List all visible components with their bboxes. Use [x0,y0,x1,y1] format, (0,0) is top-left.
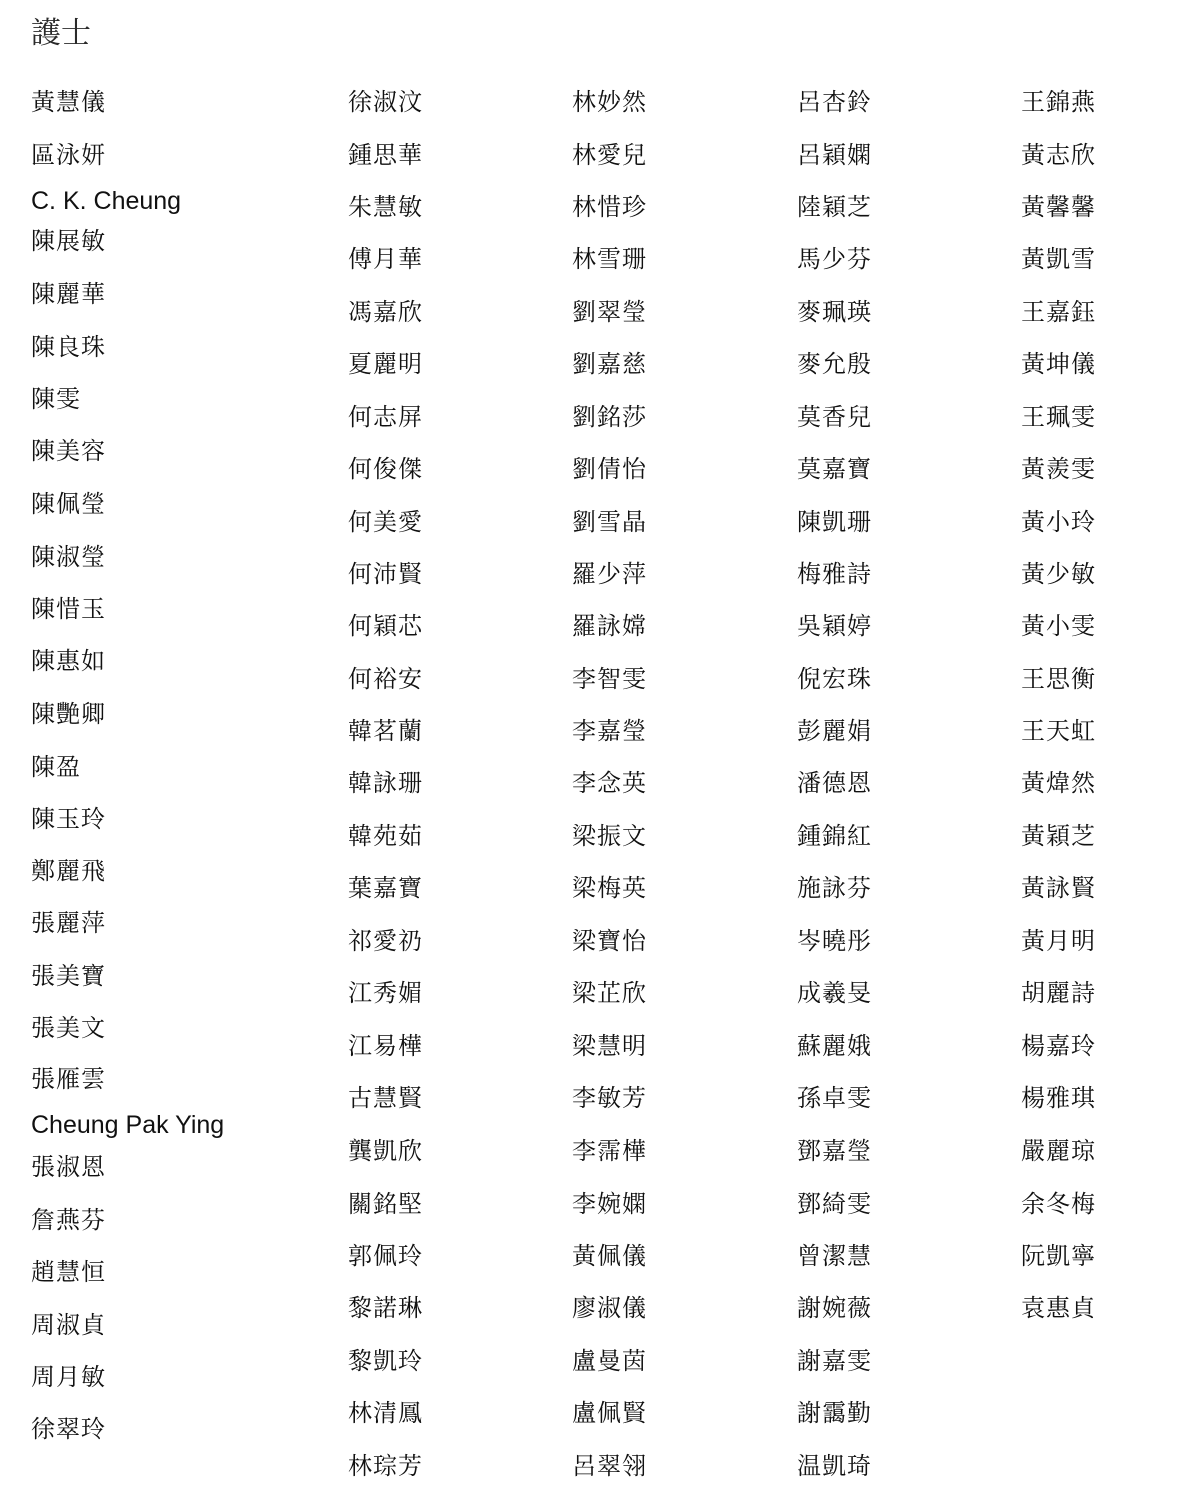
name-entry: 陳惜玉 [31,595,106,623]
name-entry: 韓苑茹 [348,822,423,850]
name-entry: 郭佩玲 [348,1242,423,1270]
name-entry: 林愛兒 [572,141,647,169]
name-entry: 張雁雲 [31,1065,106,1093]
name-entry: 楊嘉玲 [1021,1032,1096,1060]
name-entry: 劉銘莎 [572,403,647,431]
name-entry: 鍾錦紅 [797,822,872,850]
name-entry: 成羲旻 [797,979,872,1007]
name-entry: 黃煒然 [1021,769,1096,797]
name-entry: 孫卓雯 [797,1084,872,1112]
name-entry: 黃月明 [1021,927,1096,955]
name-entry: 黃小雯 [1021,612,1096,640]
name-entry: 韓詠珊 [348,769,423,797]
name-entry: 劉倩怡 [572,455,647,483]
name-entry: 鄧綺雯 [797,1190,872,1218]
name-entry: 廖淑儀 [572,1294,647,1322]
name-entry: 趙慧恒 [31,1258,106,1286]
name-entry: 陳盈 [31,753,81,781]
name-entry: 呂穎嫻 [797,141,872,169]
name-entry: 李婉嫻 [572,1190,647,1218]
name-entry: 陸穎芝 [797,193,872,221]
name-entry: 朱慧敏 [348,193,423,221]
name-entry: 蘇麗娥 [797,1032,872,1060]
name-entry: C. K. Cheung [31,187,182,215]
name-entry: 關銘堅 [348,1190,423,1218]
name-entry: 黃少敏 [1021,560,1096,588]
name-entry: 梁振文 [572,822,647,850]
name-entry: 夏麗明 [348,350,423,378]
name-entry: 胡麗詩 [1021,979,1096,1007]
name-entry: 李霈樺 [572,1137,647,1165]
name-entry: 劉翠瑩 [572,298,647,326]
name-entry: 莫香兒 [797,403,872,431]
name-entry: 何俊傑 [348,455,423,483]
name-entry: 羅詠嫦 [572,612,647,640]
name-entry: 張淑恩 [31,1153,106,1181]
name-entry: 區泳妍 [31,141,106,169]
name-entry: 温凱琦 [797,1452,872,1480]
name-entry: 謝嘉雯 [797,1347,872,1375]
name-entry: 馮嘉欣 [348,298,423,326]
name-entry: 劉嘉慈 [572,350,647,378]
name-entry: 嚴麗琼 [1021,1137,1096,1165]
name-entry: 梁芷欣 [572,979,647,1007]
name-entry: 黃詠賢 [1021,874,1096,902]
name-entry: 何沛賢 [348,560,423,588]
name-entry: 呂杏鈴 [797,88,872,116]
name-entry: 梅雅詩 [797,560,872,588]
name-entry: 龔凱欣 [348,1137,423,1165]
name-entry: 陳良珠 [31,333,106,361]
name-entry: 林惜珍 [572,193,647,221]
name-entry: 陳美容 [31,437,106,465]
name-entry: 張美寶 [31,962,106,990]
name-entry: 鄧嘉瑩 [797,1137,872,1165]
name-entry: 岑曉彤 [797,927,872,955]
name-entry: 黃坤儀 [1021,350,1096,378]
name-entry: 陳凱珊 [797,508,872,536]
name-entry: 梁寶怡 [572,927,647,955]
name-entry: 林妙然 [572,88,647,116]
name-entry: 徐翠玲 [31,1415,106,1443]
name-entry: 鄭麗飛 [31,857,106,885]
name-entry: 黃馨馨 [1021,193,1096,221]
name-entry: 張美文 [31,1014,106,1042]
name-entry: 陳玉玲 [31,805,106,833]
name-entry: 何穎芯 [348,612,423,640]
name-entry: 李敏芳 [572,1084,647,1112]
name-entry: 黃小玲 [1021,508,1096,536]
name-entry: 王珮雯 [1021,403,1096,431]
name-entry: 黃慧儀 [31,88,106,116]
name-entry: 梁梅英 [572,874,647,902]
name-entry: 施詠芬 [797,874,872,902]
name-entry: 盧曼茵 [572,1347,647,1375]
name-entry: 陳艷卿 [31,700,106,728]
name-entry: 陳麗華 [31,280,106,308]
name-entry: 楊雅琪 [1021,1084,1096,1112]
name-entry: 謝婉薇 [797,1294,872,1322]
name-entry: 何裕安 [348,665,423,693]
name-entry: 馬少芬 [797,245,872,273]
name-entry: 吳穎婷 [797,612,872,640]
name-entry: 李念英 [572,769,647,797]
name-entry: 陳佩瑩 [31,490,106,518]
name-entry: 呂翠翎 [572,1452,647,1480]
name-entry: 麥允殷 [797,350,872,378]
name-entry: 彭麗娟 [797,717,872,745]
name-entry: 麥珮瑛 [797,298,872,326]
name-entry: 張麗萍 [31,909,106,937]
name-entry: 陳淑瑩 [31,543,106,571]
name-entry: 梁慧明 [572,1032,647,1060]
name-entry: 黃志欣 [1021,141,1096,169]
name-entry: Cheung Pak Ying [31,1111,225,1139]
page-title: 護士 [31,16,91,51]
name-entry: 黃佩儀 [572,1242,647,1270]
name-entry: 何志屏 [348,403,423,431]
name-entry: 林雪珊 [572,245,647,273]
name-entry: 潘德恩 [797,769,872,797]
name-entry: 詹燕芬 [31,1206,106,1234]
name-entry: 阮凱寧 [1021,1242,1096,1270]
name-entry: 莫嘉寶 [797,455,872,483]
name-entry: 謝靄勤 [797,1399,872,1427]
name-entry: 黎凱玲 [348,1347,423,1375]
name-entry: 周淑貞 [31,1311,106,1339]
name-entry: 江易樺 [348,1032,423,1060]
name-entry: 盧佩賢 [572,1399,647,1427]
name-entry: 傅月華 [348,245,423,273]
name-entry: 王錦燕 [1021,88,1096,116]
name-entry: 黎諾琳 [348,1294,423,1322]
name-entry: 袁惠貞 [1021,1294,1096,1322]
name-entry: 黃凱雪 [1021,245,1096,273]
name-entry: 何美愛 [348,508,423,536]
name-entry: 葉嘉寶 [348,874,423,902]
name-entry: 黃穎芝 [1021,822,1096,850]
name-entry: 劉雪晶 [572,508,647,536]
name-entry: 羅少萍 [572,560,647,588]
name-entry: 周月敏 [31,1363,106,1391]
name-entry: 曾潔慧 [797,1242,872,1270]
name-entry: 陳惠如 [31,647,106,675]
name-entry: 林琮芳 [348,1452,423,1480]
name-entry: 王思衡 [1021,665,1096,693]
name-entry: 陳雯 [31,385,81,413]
name-entry: 陳展敏 [31,227,106,255]
name-entry: 王天虹 [1021,717,1096,745]
name-entry: 古慧賢 [348,1084,423,1112]
name-entry: 余冬梅 [1021,1190,1096,1218]
name-entry: 徐淑汶 [348,88,423,116]
name-entry: 李智雯 [572,665,647,693]
name-entry: 王嘉鈺 [1021,298,1096,326]
name-entry: 祁愛礽 [348,927,423,955]
name-entry: 黃羨雯 [1021,455,1096,483]
name-entry: 鍾思華 [348,141,423,169]
name-entry: 江秀媚 [348,979,423,1007]
name-entry: 韓茗蘭 [348,717,423,745]
name-entry: 倪宏珠 [797,665,872,693]
name-entry: 李嘉瑩 [572,717,647,745]
name-entry: 林清鳳 [348,1399,423,1427]
